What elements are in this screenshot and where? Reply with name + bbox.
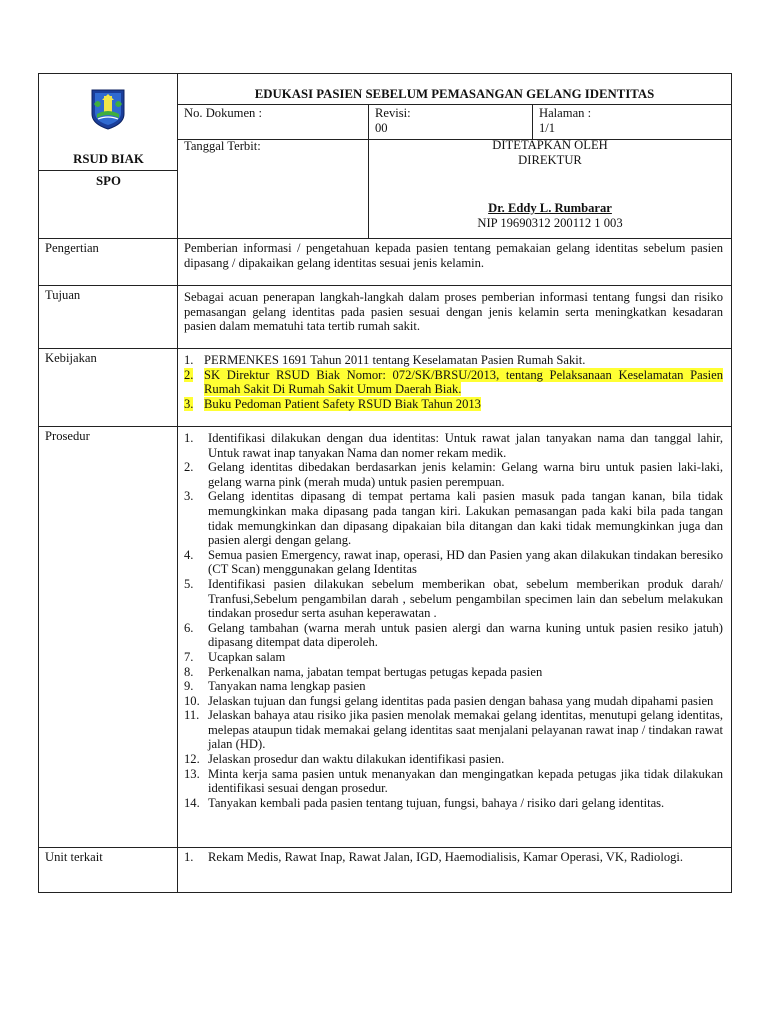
logo-cell — [39, 74, 178, 238]
item-text: Buku Pedoman Patient Safety RSUD Biak Tahun 2013 — [204, 396, 481, 411]
row-tujuan — [39, 286, 731, 349]
ditetapkan-line2: DIREKTUR — [518, 152, 582, 167]
item-text: Identifikasi pasien dilakukan sebelum memberikan obat, sebelum memberikan produk darah/ Tranfusi,Sebelum pengambilan darah , sebelum pengambilan specimen lain dan sebelum melakukan tindakan prosedur serta asuhan keperawatan . — [208, 576, 723, 621]
list-item — [184, 548, 723, 577]
no-dokumen-label: No. Dokumen : — [184, 106, 263, 120]
item-text: Semua pasien Emergency, rawat inap, operasi, HD dan Pasien yang akan dilakukan tindakan beresiko (CT Scan) menggunakan gelang Identitas — [208, 547, 723, 577]
unit-terkait-list — [178, 848, 731, 867]
item-number: 8. — [184, 664, 194, 679]
row-label: Unit terkait — [39, 848, 178, 892]
list-item — [184, 397, 723, 412]
item-text: Gelang identitas dipasang di tempat pertama kali pasien masuk pada tangan kanan, bila tidak memungkinkan maka dipasang pada tangan kiri. Lakukan pemasangan pada kaki bila pada tangan tidak memungkinkan dan dipasang dipakaian bila ditangan dan kaki tidak memungkinkan juga dan pasien alergi dengan gelang. — [208, 489, 723, 548]
kebijakan-list — [178, 349, 731, 413]
provincial-emblem-icon — [89, 88, 127, 130]
halaman-label: Halaman : — [539, 106, 592, 120]
item-number: 10. — [184, 693, 200, 708]
list-item — [184, 489, 723, 547]
no-dokumen-cell — [178, 105, 369, 139]
item-number: 11. — [184, 708, 200, 723]
approval-block — [369, 138, 731, 167]
item-number: 1. — [184, 431, 194, 445]
list-item — [184, 679, 723, 694]
list-item — [184, 694, 723, 709]
ditetapkan-line1: DITETAPKAN OLEH — [492, 138, 608, 152]
item-number: 1. — [184, 353, 194, 367]
row-label: Tujuan — [39, 286, 178, 348]
tanggal-terbit-cell — [178, 138, 369, 238]
halaman-cell — [533, 105, 731, 139]
item-number: 14. — [184, 795, 200, 810]
item-text: Ucapkan salam — [208, 649, 286, 664]
item-number: 1. — [184, 850, 194, 864]
signer-nip: NIP 19690312 200112 1 003 — [477, 215, 623, 230]
row-label: Prosedur — [39, 427, 178, 847]
halaman-value: 1/1 — [539, 120, 556, 135]
row-label: Pengertian — [39, 239, 178, 285]
revisi-label: Revisi: — [375, 106, 411, 120]
row-unit-terkait — [39, 848, 731, 892]
header-meta-row — [178, 104, 731, 140]
list-item — [184, 767, 723, 796]
item-text: Tanyakan kembali pada pasien tentang tujuan, fungsi, bahaya / risiko dari gelang identitas. — [208, 795, 665, 810]
item-number: 12. — [184, 752, 200, 767]
row-pengertian — [39, 239, 731, 286]
item-text: Jelaskan bahaya atau risiko jika pasien menolak memakai gelang identitas, menutupi gelang identitas, melepas ataupun tidak memakai gelang identitas saat menjalani pelayanan rawat inap / tindakan rawat jalan (HD). — [208, 708, 723, 752]
list-item — [184, 577, 723, 621]
item-number: 7. — [184, 649, 194, 664]
item-text: Rekam Medis, Rawat Inap, Rawat Jalan, IGD, Haemodialisis, Kamar Operasi, VK, Radiologi. — [208, 850, 684, 864]
spo-document — [38, 73, 732, 893]
item-text: SK Direktur RSUD Biak Nomor: 072/SK/BRSU/2013, tentang Pelaksanaan Keselamatan Pasien Rumah Sakit Di Rumah Sakit Umum Daerah Biak. — [204, 367, 723, 397]
list-item — [184, 368, 723, 397]
list-item — [184, 850, 723, 865]
tujuan-text: Sebagai acuan penerapan langkah-langkah dalam proses pemberian informasi tentang fungsi dan risiko pemasangan gelang identitas pada pasien sesuai dengan jenis kelamin serta meningkatkan kesadaran pasien dalam mematuhi tata tertib rumah sakit. — [184, 290, 723, 334]
document-type: SPO — [96, 174, 121, 188]
item-text: Jelaskan tujuan dan fungsi gelang identitas pada pasien dengan bahasa yang mudah dipahami pasien — [208, 693, 714, 708]
signature-block — [369, 201, 731, 230]
prosedur-list — [178, 427, 731, 812]
item-number: 13. — [184, 766, 200, 781]
institution-name: RSUD BIAK — [73, 152, 144, 166]
header-approval-row — [178, 138, 731, 238]
item-number: 2. — [184, 460, 194, 475]
list-item — [184, 708, 723, 752]
list-item — [184, 796, 723, 811]
tanggal-terbit-label: Tanggal Terbit: — [184, 139, 261, 153]
item-number: 2. — [184, 367, 194, 382]
item-number: 6. — [184, 620, 194, 635]
item-text: PERMENKES 1691 Tahun 2011 tentang Keselamatan Pasien Rumah Sakit. — [204, 353, 586, 367]
revisi-cell — [369, 105, 533, 139]
item-number: 5. — [184, 576, 194, 591]
item-text: Gelang identitas dibedakan berdasarkan jenis kelamin: Gelang warna biru untuk pasien laki-laki, gelang warna pink (merah muda) untuk pasien perempuan. — [208, 460, 723, 489]
row-label: Kebijakan — [39, 349, 178, 426]
row-prosedur — [39, 427, 731, 848]
item-text: Perkenalkan nama, jabatan tempat bertugas petugas kepada pasien — [208, 664, 543, 679]
list-item — [184, 431, 723, 460]
item-text: Gelang tambahan (warna merah untuk pasien alergi dan warna kuning untuk pasien resiko jatuh) dipasang ditempat data diperoleh. — [208, 620, 723, 650]
revisi-value: 00 — [375, 120, 388, 135]
list-item — [184, 752, 723, 767]
document-title: EDUKASI PASIEN SEBELUM PEMASANGAN GELANG IDENTITAS — [254, 87, 655, 101]
item-text: Minta kerja sama pasien untuk menanyakan dan mengingatkan kepada petugas jika tidak dilakukan identifikasi sesuai dengan prosedur. — [208, 766, 723, 796]
signer-name: Dr. Eddy L. Rumbarar — [488, 201, 612, 215]
row-kebijakan — [39, 349, 731, 427]
item-number: 4. — [184, 547, 194, 562]
item-text: Jelaskan prosedur dan waktu dilakukan identifikasi pasien. — [208, 752, 505, 767]
divider — [39, 170, 178, 171]
document-header — [39, 74, 731, 239]
item-number: 9. — [184, 679, 194, 694]
item-number: 3. — [184, 489, 194, 504]
pengertian-text: Pemberian informasi / pengetahuan kepada pasien tentang pemakaian gelang identitas sebelum pasien dipasang / dipakaikan gelang identitas sesuai jenis kelamin. — [184, 241, 723, 270]
list-item — [184, 665, 723, 680]
item-number: 3. — [184, 396, 194, 411]
list-item — [184, 621, 723, 650]
item-text: Identifikasi dilakukan dengan dua identitas: Untuk rawat jalan tanyakan nama dan tanggal lahir, Untuk rawat inap tanyakan Nama dan nomer rekam medik. — [208, 431, 723, 460]
list-item — [184, 650, 723, 665]
list-item — [184, 460, 723, 489]
list-item — [184, 353, 723, 368]
item-text: Tanyakan nama lengkap pasien — [208, 679, 366, 694]
